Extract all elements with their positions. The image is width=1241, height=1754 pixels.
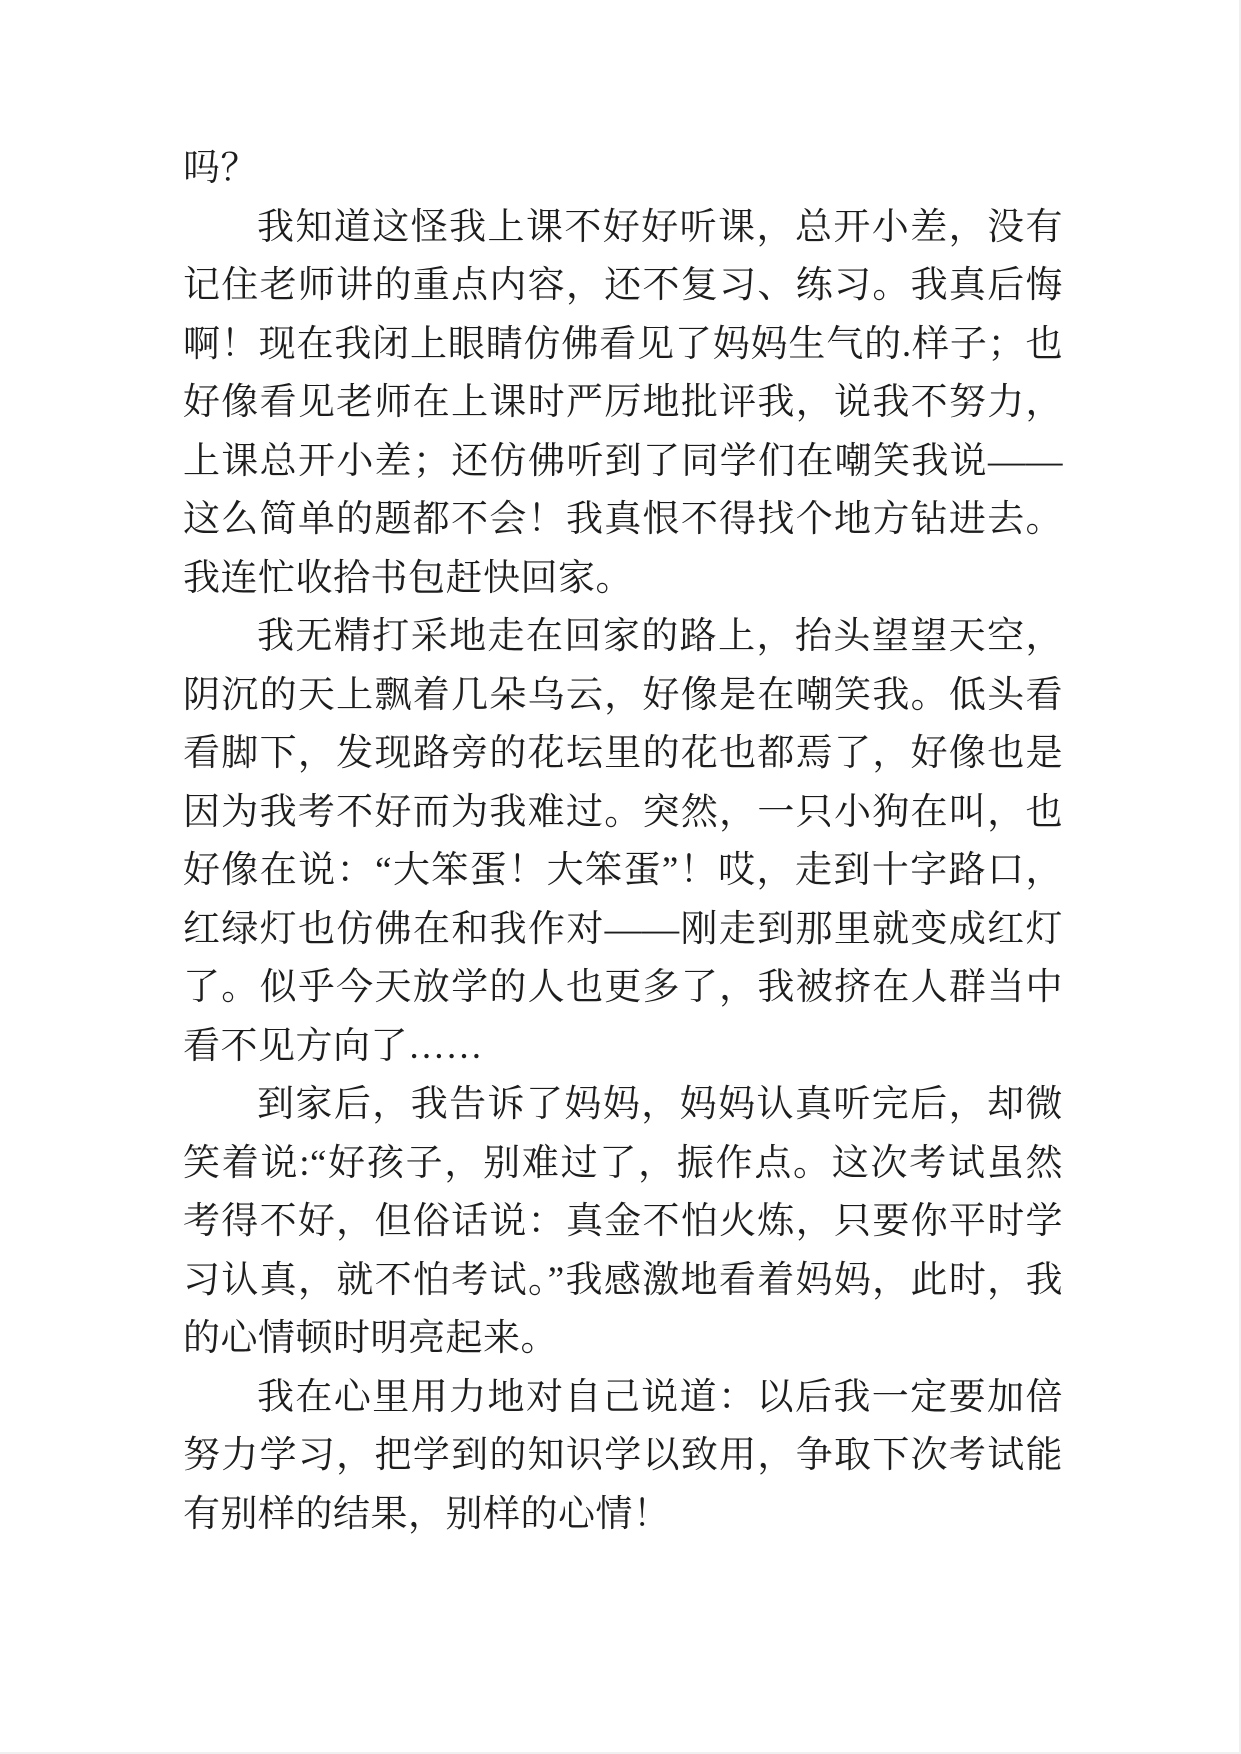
paragraph: 我在心里用力地对自己说道：以后我一定要加倍努力学习，把学到的知识学以致用，争取下次考试能有别样的结果，别样的心情！ (183, 1376, 1063, 1535)
paragraph-continuation: 吗？ (183, 148, 258, 189)
paragraph: 我无精打采地走在回家的路上，抬头望望天空，阴沉的天上飘着几朵乌云，好像是在嘲笑我。低头看看脚下，发现路旁的花坛里的花也都焉了，好像也是因为我考不好而为我难过。突然，一只小狗在叫，也好像在说：“大笨蛋！大笨蛋”！哎，走到十字路口，红绿灯也仿佛在和我作对——刚走到那里就变成红灯了。似乎今天放学的人也更多了，我被挤在人群当中看不见方向了…… (183, 616, 1063, 1067)
paragraph: 我知道这怪我上课不好好听课，总开小差，没有记住老师讲的重点内容，还不复习、练习。我真后悔啊！现在我闭上眼睛仿佛看见了妈妈生气的.样子；也好像看见老师在上课时严厉地批评我，说我不努力，上课总开小差；还仿佛听到了同学们在嘲笑我说——这么简单的题都不会！我真恨不得找个地方钻进去。我连忙收拾书包赶快回家。 (183, 206, 1063, 599)
paragraph: 到家后，我告诉了妈妈，妈妈认真听完后，却微笑着说:“好孩子，别难过了，振作点。这次考试虽然考得不好，但俗话说：真金不怕火炼，只要你平时学习认真，就不怕考试。”我感激地看着妈妈，此时，我的心情顿时明亮起来。 (183, 1084, 1063, 1359)
essay-text-block (183, 140, 1063, 1544)
